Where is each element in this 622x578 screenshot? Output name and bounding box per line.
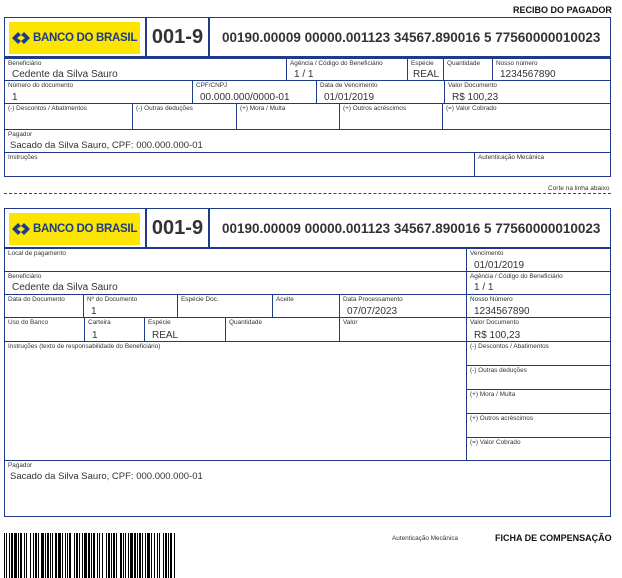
- receipt-vencimento-label: Data de Vencimento: [320, 82, 378, 89]
- receipt-pagador-cell: [4, 129, 611, 153]
- receipt-valor-cobrado-cell: [442, 103, 611, 130]
- receipt-valor-documento-value: R$ 100,23: [452, 92, 499, 103]
- comp-local-pagamento-cell: [4, 248, 467, 272]
- receipt-pagador-value: Sacado da Silva Sauro, CPF: 000.000.000-01: [10, 140, 203, 151]
- comp-outros-acrescimos-label: (+) Outros acréscimos: [470, 415, 534, 422]
- comp-especie-label: Espécie: [148, 319, 171, 326]
- barcode-icon: [4, 533, 350, 578]
- comp-data-documento-cell: [4, 294, 84, 318]
- receipt-descontos-cell: [4, 103, 133, 130]
- comp-numero-documento-label: Nº do Documento: [87, 296, 138, 303]
- comp-aceite-cell: [272, 294, 340, 318]
- comp-outras-deducoes-cell: [466, 365, 611, 390]
- receipt-vencimento-value: 01/01/2019: [324, 92, 375, 103]
- comp-nosso-numero-label: Nosso Número: [470, 296, 513, 303]
- comp-valor-cobrado-label: (=) Valor Cobrado: [470, 439, 521, 446]
- comp-especie-value: REAL: [152, 330, 179, 341]
- comp-valor-documento-cell: [466, 317, 611, 342]
- comp-local-pagamento-label: Local de pagamento: [8, 250, 66, 257]
- comp-data-processamento-label: Data Processamento: [343, 296, 403, 303]
- receipt-quantidade-cell: [443, 58, 493, 81]
- comp-numero-documento-value: 1: [91, 306, 97, 317]
- comp-uso-banco-cell: [4, 317, 85, 342]
- receipt-instrucoes-cell: [4, 152, 475, 177]
- receipt-mora-multa-label: (+) Mora / Multa: [240, 105, 286, 112]
- comp-bank-logo-text: BANCO DO BRASIL: [32, 223, 138, 235]
- receipt-outras-deducoes-label: (-) Outras deduções: [136, 105, 193, 112]
- comp-quantidade-label: Quantidade: [229, 319, 263, 326]
- comp-instrucoes-label: Instruções (texto de responsabilidade do Beneficiário): [8, 343, 161, 350]
- receipt-outros-acrescimos-label: (+) Outros acréscimos: [343, 105, 407, 112]
- comp-title: FICHA DE COMPENSAÇÃO: [495, 533, 612, 543]
- comp-carteira-label: Carteira: [88, 319, 111, 326]
- bank-logo-text: BANCO DO BRASIL: [32, 32, 138, 44]
- comp-valor-label: Valor: [343, 319, 358, 326]
- comp-mora-multa-label: (+) Mora / Multa: [470, 391, 516, 398]
- receipt-beneficiario-label: Beneficiário: [8, 60, 42, 67]
- comp-valor-documento-value: R$ 100,23: [474, 330, 521, 341]
- receipt-agencia-value: 1 / 1: [294, 69, 314, 80]
- comp-digitable-line: 00190.00009 00000.001123 34567.890016 5 77560000010023: [222, 221, 601, 236]
- receipt-numero-documento-cell: [4, 80, 193, 104]
- receipt-agencia-cell: [286, 58, 408, 81]
- receipt-outros-acrescimos-cell: [339, 103, 443, 130]
- receipt-agencia-label: Agência / Código do Beneficiário: [290, 60, 383, 67]
- receipt-title: RECIBO DO PAGADOR: [513, 5, 612, 15]
- receipt-autenticacao-cell: [474, 152, 611, 177]
- comp-carteira-value: 1: [92, 330, 98, 341]
- receipt-vencimento-cell: [316, 80, 445, 104]
- receipt-especie-cell: [407, 58, 444, 81]
- comp-agencia-label: Agência / Código do Beneficiário: [470, 273, 563, 280]
- comp-mora-multa-cell: [466, 389, 611, 414]
- receipt-cpf-cnpj-value: 00.000.000/0000-01: [200, 92, 290, 103]
- comp-autenticacao-label: Autenticação Mecânica: [392, 535, 459, 542]
- receipt-pagador-label: Pagador: [8, 131, 33, 138]
- comp-beneficiario-cell: [4, 271, 467, 295]
- comp-descontos-cell: [466, 341, 611, 366]
- comp-vencimento-value: 01/01/2019: [474, 260, 525, 271]
- comp-outras-deducoes-label: (-) Outras deduções: [470, 367, 527, 374]
- comp-quantidade-cell: [225, 317, 340, 342]
- receipt-valor-documento-cell: [444, 80, 611, 104]
- comp-carteira-cell: [84, 317, 145, 342]
- receipt-cpf-cnpj-label: CPF/CNPJ: [196, 82, 228, 89]
- receipt-mora-multa-cell: [236, 103, 340, 130]
- receipt-cpf-cnpj-cell: [192, 80, 317, 104]
- receipt-especie-label: Espécie: [411, 60, 434, 67]
- digitable-line: 00190.00009 00000.001123 34567.890016 5 77560000010023: [222, 30, 601, 45]
- comp-data-processamento-value: 07/07/2023: [347, 306, 398, 317]
- receipt-numero-documento-value: 1: [12, 92, 18, 103]
- comp-data-processamento-cell: [339, 294, 467, 318]
- comp-beneficiario-label: Beneficiário: [8, 273, 42, 280]
- receipt-nosso-numero-value: 1234567890: [500, 69, 556, 80]
- comp-valor-cobrado-cell: [466, 437, 611, 461]
- comp-pagador-label: Pagador: [8, 462, 33, 469]
- cut-label: Corte na linha abaixo: [548, 185, 610, 192]
- receipt-beneficiario-cell: [4, 58, 287, 81]
- comp-valor-documento-label: Valor Documento: [470, 319, 519, 326]
- comp-especie-doc-label: Espécie Doc.: [181, 296, 219, 303]
- receipt-numero-documento-label: Número do documento: [8, 82, 74, 89]
- comp-pagador-cell: [4, 460, 611, 517]
- comp-beneficiario-value: Cedente da Silva Sauro: [12, 282, 118, 293]
- receipt-outras-deducoes-cell: [132, 103, 237, 130]
- receipt-descontos-label: (-) Descontos / Abatimentos: [8, 105, 87, 112]
- comp-vencimento-cell: [466, 248, 611, 272]
- receipt-autenticacao-label: Autenticação Mecânica: [478, 154, 545, 161]
- comp-especie-cell: [144, 317, 226, 342]
- comp-data-documento-label: Data do Documento: [8, 296, 65, 303]
- comp-aceite-label: Aceite: [276, 296, 294, 303]
- receipt-nosso-numero-label: Nosso número: [496, 60, 538, 67]
- comp-descontos-label: (-) Descontos / Abatimentos: [470, 343, 549, 350]
- comp-uso-banco-label: Uso do Banco: [8, 319, 49, 326]
- comp-agencia-value: 1 / 1: [474, 282, 494, 293]
- cut-line: [4, 193, 611, 194]
- receipt-instrucoes-label: Instruções: [8, 154, 38, 161]
- comp-pagador-value: Sacado da Silva Sauro, CPF: 000.000.000-01: [10, 471, 203, 482]
- comp-nosso-numero-cell: [466, 294, 611, 318]
- comp-especie-doc-cell: [177, 294, 273, 318]
- bank-code: 001-9: [151, 26, 204, 48]
- comp-instrucoes-cell: [4, 341, 467, 461]
- receipt-beneficiario-value: Cedente da Silva Sauro: [12, 69, 118, 80]
- comp-vencimento-label: Vencimento: [470, 250, 504, 257]
- receipt-nosso-numero-cell: [492, 58, 611, 81]
- comp-nosso-numero-value: 1234567890: [474, 306, 530, 317]
- receipt-valor-documento-label: Valor Documento: [448, 82, 497, 89]
- comp-agencia-cell: [466, 271, 611, 295]
- receipt-valor-cobrado-label: (=) Valor Cobrado: [446, 105, 497, 112]
- receipt-quantidade-label: Quantidade: [447, 60, 481, 67]
- comp-outros-acrescimos-cell: [466, 413, 611, 438]
- comp-valor-cell: [339, 317, 467, 342]
- receipt-especie-value: REAL: [413, 69, 440, 80]
- comp-numero-documento-cell: [83, 294, 178, 318]
- comp-bank-code: 001-9: [151, 217, 204, 239]
